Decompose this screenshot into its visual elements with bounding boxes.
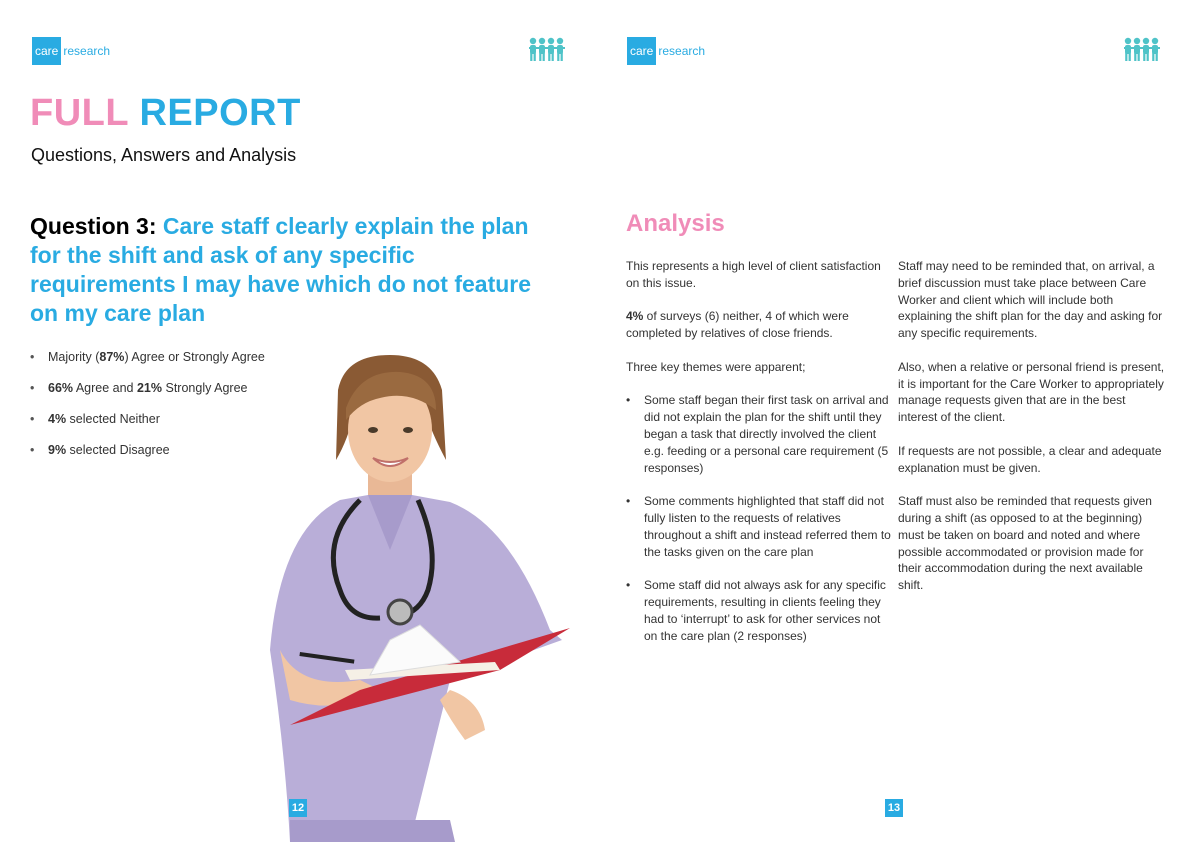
- page-subtitle: Questions, Answers and Analysis: [31, 145, 297, 165]
- question-text: Care staff clearly explain the plan for the shift and ask of any specific requirements I may have which do not feature on my care plan: [30, 213, 532, 326]
- analysis-column-right: [898, 258, 1166, 611]
- communal-care-logo: [1122, 37, 1162, 67]
- brand-word: research: [63, 44, 111, 58]
- title-report: REPORT: [139, 92, 301, 134]
- recommendation-paragraph: Staff may need to be reminded that, on arrival, a brief discussion must take place between Care Worker and client which will include both explaining the shift plan for the day and asking for any specific requirements.: [898, 259, 1163, 341]
- people-icon: [1122, 37, 1162, 63]
- list-item: • Majority (87%) Agree or Strongly Agree: [30, 350, 290, 364]
- brand-logo: [627, 37, 705, 65]
- analysis-heading: Analysis: [626, 210, 725, 237]
- list-item: • Some comments highlighted that staff did not fully listen to the requests of relatives throughout a shift and instead referred them to the tasks given on the care plan: [626, 493, 891, 560]
- title-full: FULL: [30, 92, 129, 134]
- question-label: Question 3:: [30, 213, 157, 239]
- brand-word: research: [658, 44, 706, 58]
- brand-logo: [32, 37, 110, 65]
- recommendation-paragraph: Staff must also be reminded that requests given during a shift (as opposed to at the beginning) must be taken on board and noted and where possible accommodated or provision made for their accommodation during the next available shift.: [898, 494, 1152, 593]
- page-number: 12: [289, 799, 307, 817]
- analysis-themes-intro: Three key themes were apparent;: [626, 359, 806, 374]
- page-left: [0, 0, 595, 842]
- recommendation-paragraph: If requests are not possible, a clear and adequate explanation must be given.: [898, 443, 1162, 475]
- themes-list: [626, 392, 891, 644]
- list-item: • 9% selected Disagree: [30, 443, 290, 457]
- nurse-photo: [250, 350, 595, 842]
- question-heading: [30, 212, 550, 328]
- brand-box: care: [627, 37, 656, 65]
- communal-care-logo: [527, 37, 567, 67]
- page-right: [596, 0, 1191, 842]
- list-item: • Some staff began their first task on arrival and did not explain the plan for the shift until they began a task that directly involved the client e.g. feeding or a personal care requirement (5 responses): [626, 392, 891, 476]
- analysis-intro: This represents a high level of client satisfaction on this issue.: [626, 259, 881, 290]
- page-title: [30, 92, 301, 135]
- brand-box: care: [32, 37, 61, 65]
- analysis-neither: 4% of surveys (6) neither, 4 of which were completed by relatives of close friends.: [626, 309, 849, 341]
- page-number: 13: [885, 799, 903, 817]
- list-item: • 4% selected Neither: [30, 412, 290, 426]
- analysis-column-left: [626, 258, 891, 661]
- list-item: • Some staff did not always ask for any specific requirements, resulting in clients feeling they had to ‘interrupt’ to ask for other services not on the care plan (2 responses): [626, 577, 891, 644]
- recommendation-paragraph: Also, when a relative or personal friend is present, it is important for the Care Worker to appropriately manage requests given that are in the best interest of the client.: [898, 359, 1165, 425]
- list-item: • 66% Agree and 21% Strongly Agree: [30, 381, 290, 395]
- people-icon: [527, 37, 567, 63]
